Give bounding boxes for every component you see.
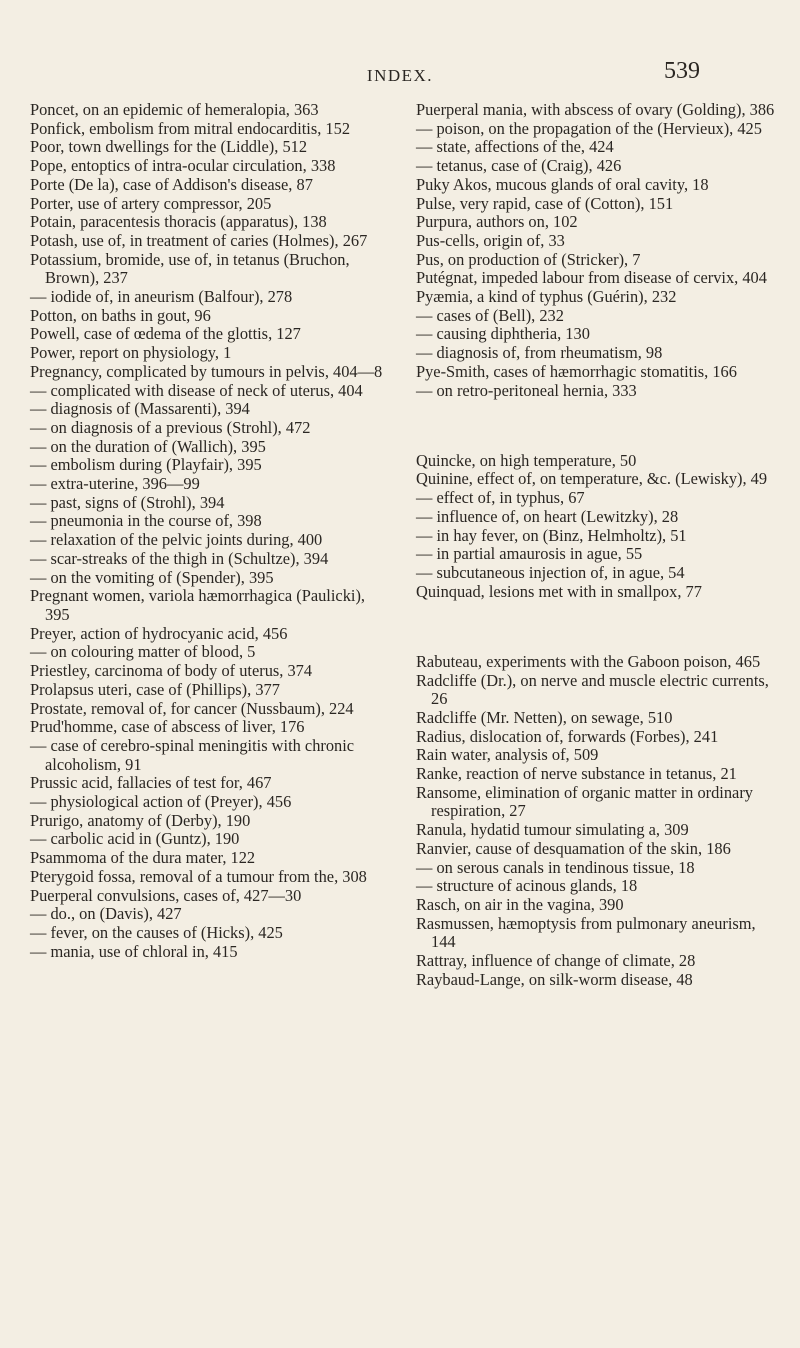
index-entry: Porter, use of artery compressor, 205 (30, 193, 272, 213)
index-entry: Pterygoid fossa, removal of a tumour from the, 308 (30, 866, 367, 886)
index-entry: — influence of, on heart (Lewitzky), 28 (416, 506, 679, 526)
index-entry: Prolapsus uteri, case of (Phillips), 377 (30, 679, 280, 699)
index-entry: — cases of (Bell), 232 (416, 305, 564, 325)
index-entry: — fever, on the causes of (Hicks), 425 (30, 922, 283, 942)
index-entry: Pope, entoptics of intra-ocular circulation, 338 (30, 156, 336, 176)
index-entry: Putégnat, impeded labour from disease of cervix, 404 (416, 268, 767, 288)
index-entry: — embolism during (Playfair), 395 (30, 455, 262, 475)
index-entry: — relaxation of the pelvic joints during, 400 (30, 530, 323, 550)
index-entry: Puerperal convulsions, cases of, 427—30 (30, 885, 302, 905)
index-entry: Rasmussen, hæmoptysis from pulmonary aneurism, 144 (416, 913, 756, 952)
index-entry: Pus-cells, origin of, 33 (416, 230, 565, 250)
index-entry: — poison, on the propagation of the (Hervieux), 425 (416, 118, 762, 138)
index-column-left (30, 101, 392, 961)
index-entry: Potash, use of, in treatment of caries (Holmes), 267 (30, 230, 368, 250)
index-entry: Ranke, reaction of nerve substance in tetanus, 21 (416, 764, 737, 784)
index-entry: Ranvier, cause of desquamation of the skin, 186 (416, 838, 731, 858)
index-entry: Prud'homme, case of abscess of liver, 176 (30, 717, 305, 737)
index-entry: — iodide of, in aneurism (Balfour), 278 (30, 287, 293, 307)
index-entry: — effect of, in typhus, 67 (416, 488, 585, 508)
index-entry: — pneumonia in the course of, 398 (30, 511, 262, 531)
index-entry: Psammoma of the dura mater, 122 (30, 848, 256, 868)
page-number: 539 (664, 58, 700, 84)
index-entry: Quincke, on high temperature, 50 (416, 450, 637, 470)
index-entry: Porte (De la), case of Addison's disease, 87 (30, 174, 313, 194)
index-entry: — case of cerebro-spinal meningitis with chronic alcoholism, 91 (30, 735, 355, 774)
index-entry: Rattray, influence of change of climate, 28 (416, 951, 696, 971)
index-entry: Radcliffe (Dr.), on nerve and muscle electric currents, 26 (416, 670, 769, 709)
index-entry: — on diagnosis of a previous (Strohl), 472 (30, 417, 311, 437)
index-entry: Poor, town dwellings for the (Liddle), 512 (30, 137, 308, 157)
index-entry: Prurigo, anatomy of (Derby), 190 (30, 810, 251, 830)
index-entry: Purpura, authors on, 102 (416, 212, 578, 232)
index-entry: — do., on (Davis), 427 (30, 904, 182, 924)
index-entry: — extra-uterine, 396—99 (30, 474, 200, 494)
index-entry: — past, signs of (Strohl), 394 (30, 492, 225, 512)
index-entry: Rain water, analysis of, 509 (416, 745, 599, 765)
index-entry: — physiological action of (Preyer), 456 (30, 792, 292, 812)
index-entry: Pyæmia, a kind of typhus (Guérin), 232 (416, 287, 677, 307)
index-entry: — diagnosis of (Massarenti), 394 (30, 399, 250, 419)
index-entry: Pregnant women, variola hæmorrhagica (Paulicki), 395 (30, 586, 365, 624)
index-column-right (416, 101, 778, 989)
index-entry: Pus, on production of (Stricker), 7 (416, 249, 641, 269)
index-entry: Puerperal mania, with abscess of ovary (Golding), 386 (416, 100, 775, 119)
index-entry: Radcliffe (Mr. Netten), on sewage, 510 (416, 707, 673, 727)
index-entry: Ranula, hydatid tumour simulating a, 309 (416, 820, 689, 840)
index-entry: — diagnosis of, from rheumatism, 98 (416, 343, 663, 363)
index-entry: Puky Akos, mucous glands of oral cavity, 18 (416, 174, 709, 194)
section-gap (416, 417, 778, 436)
index-entry: Radius, dislocation of, forwards (Forbes), 241 (416, 726, 719, 746)
index-entry: — complicated with disease of neck of uterus, 404 (30, 380, 363, 400)
index-entry: — state, affections of the, 424 (416, 137, 614, 157)
index-entry: — carbolic acid in (Guntz), 190 (30, 829, 240, 849)
index-entry: Pulse, very rapid, case of (Cotton), 151 (416, 193, 674, 213)
section-gap (416, 618, 778, 637)
index-entry: Power, report on physiology, 1 (30, 343, 232, 363)
index-entry: Potassium, bromide, use of, in tetanus (Bruchon, Brown), 237 (30, 249, 350, 288)
index-entry: — on serous canals in tendinous tissue, 18 (416, 857, 695, 877)
index-entry: Potton, on baths in gout, 96 (30, 305, 211, 325)
index-entry: — on colouring matter of blood, 5 (30, 642, 256, 662)
index-entry: — on the duration of (Wallich), 395 (30, 436, 266, 456)
index-entry: — on retro-peritoneal hernia, 333 (416, 380, 637, 400)
index-entry: Rasch, on air in the vagina, 390 (416, 894, 624, 914)
index-entry: Rabuteau, experiments with the Gaboon poison, 465 (416, 651, 761, 671)
running-header: INDEX. (366, 66, 434, 85)
index-entry: Ponfick, embolism from mitral endocarditis, 152 (30, 118, 351, 138)
index-entry: Potain, paracentesis thoracis (apparatus), 138 (30, 212, 327, 232)
index-entry: Prussic acid, fallacies of test for, 467 (30, 773, 272, 793)
index-entry: Quinquad, lesions met with in smallpox, 77 (416, 581, 702, 601)
index-entry: Prostate, removal of, for cancer (Nussbaum), 224 (30, 698, 354, 718)
index-entry: — tetanus, case of (Craig), 426 (416, 156, 622, 176)
index-entry: — subcutaneous injection of, in ague, 54 (416, 562, 685, 582)
index-entry: Ransome, elimination of organic matter in ordinary respiration, 27 (416, 782, 753, 821)
index-entry: — in partial amaurosis in ague, 55 (416, 544, 643, 564)
index-entry: Raybaud-Lange, on silk-worm disease, 48 (416, 969, 693, 989)
index-entry: — in hay fever, on (Binz, Helmholtz), 51 (416, 525, 687, 545)
index-entry: Preyer, action of hydrocyanic acid, 456 (30, 623, 288, 643)
index-entry: Pregnancy, complicated by tumours in pelvis, 404—8 (30, 361, 383, 381)
index-entry: Pye-Smith, cases of hæmorrhagic stomatitis, 166 (416, 361, 737, 381)
index-entry: Quinine, effect of, on temperature, &c. (Lewisky), 49 (416, 469, 768, 489)
index-entry: — on the vomiting of (Spender), 395 (30, 567, 274, 587)
index-entry: — mania, use of chloral in, 415 (30, 941, 238, 961)
index-entry: Poncet, on an epidemic of hemeralopia, 363 (30, 100, 319, 119)
index-entry: — structure of acinous glands, 18 (416, 876, 638, 896)
index-entry: — causing diphtheria, 130 (416, 324, 590, 344)
index-entry: Priestley, carcinoma of body of uterus, 374 (30, 661, 313, 681)
index-entry: Powell, case of œdema of the glottis, 127 (30, 324, 301, 344)
index-entry: — scar-streaks of the thigh in (Schultze), 394 (30, 548, 329, 568)
